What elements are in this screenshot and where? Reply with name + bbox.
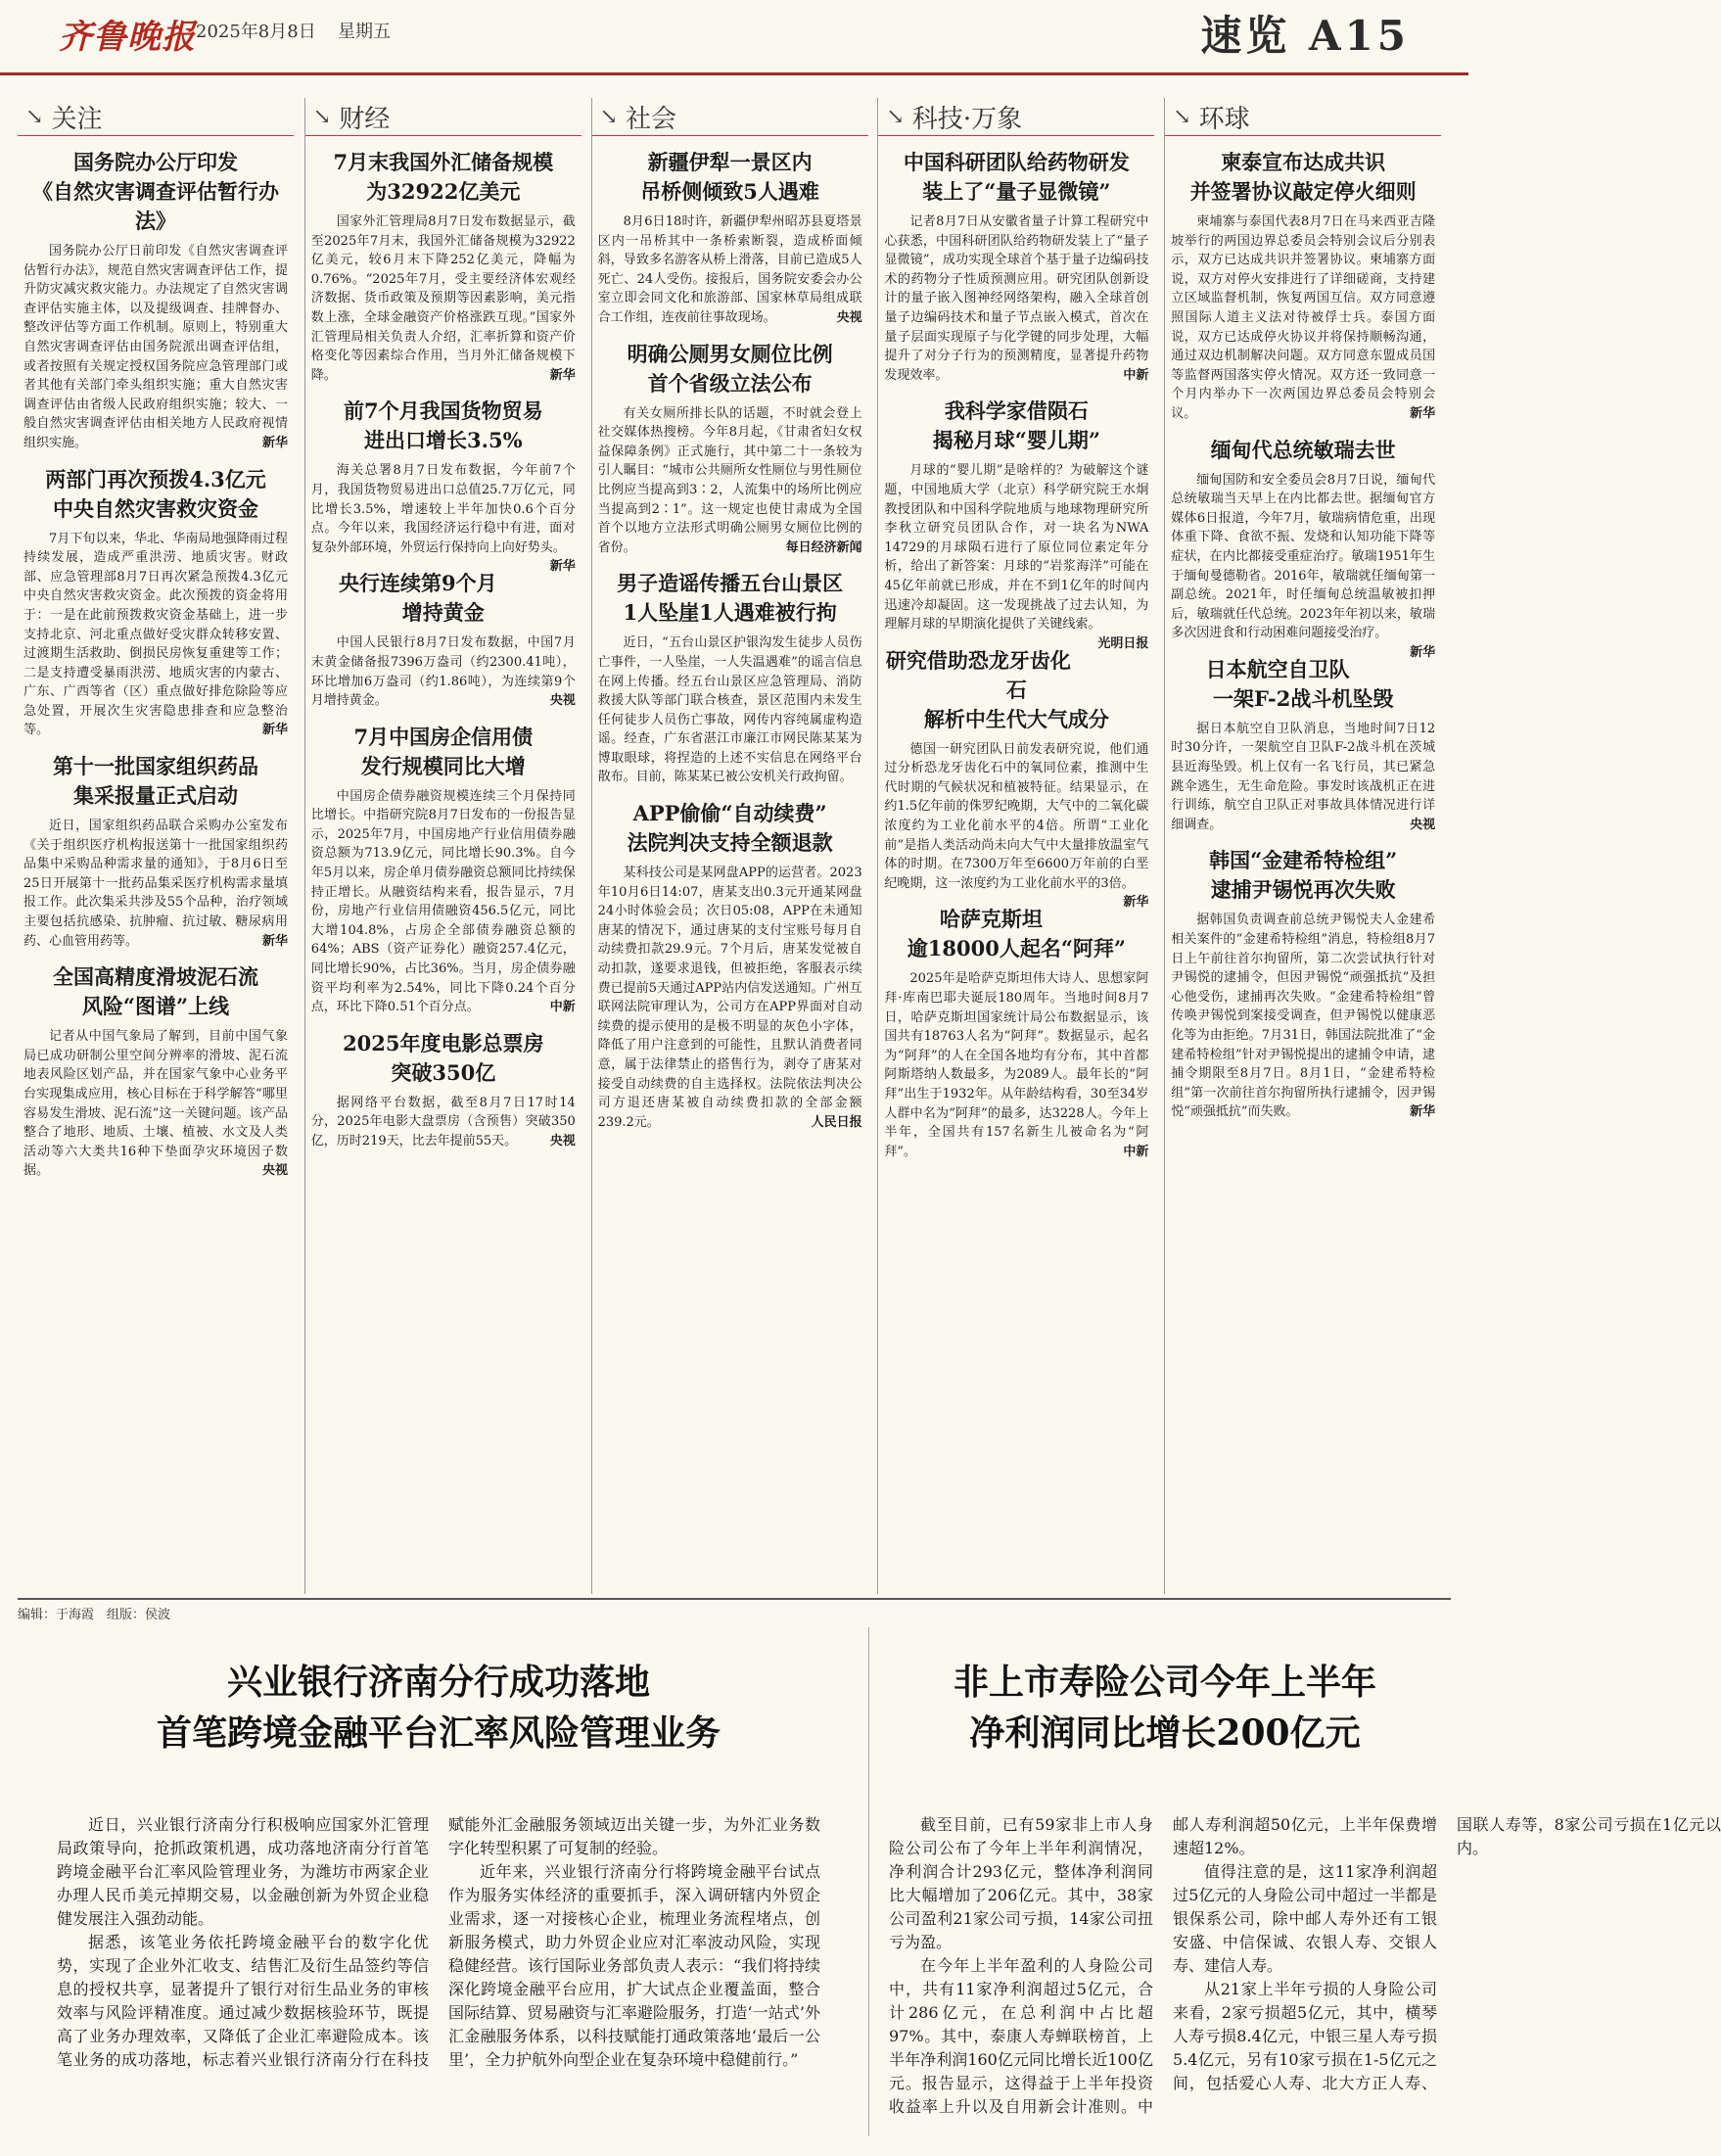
article-body: [598, 212, 862, 328]
news-article: [592, 799, 868, 1132]
article-headline: [23, 752, 288, 811]
arrow-icon: ↘: [312, 104, 332, 129]
article-body: [23, 242, 288, 453]
ad-title-line: 首笔跨境金融平台汇率风险管理业务: [156, 1712, 721, 1754]
article-body: [884, 212, 1148, 385]
news-article: [878, 646, 1154, 911]
column-title: 财经: [339, 104, 391, 134]
article-headline: [23, 465, 288, 524]
headline-line: 2025年度电影总票房: [343, 1030, 544, 1055]
article-headline: [884, 397, 1148, 455]
article-source: 新华: [261, 435, 288, 450]
article-source: 中新: [1123, 367, 1149, 383]
headline-line: 进出口增长3.5%: [364, 428, 523, 453]
news-columns: [18, 98, 1451, 1594]
article-source: 中新: [1123, 1144, 1149, 1159]
ad-paragraph: 从21家上半年亏损的人身险公司来看，2家亏损超5亿元，其中，横琴人寿亏损8.4亿元，中银三星人寿亏损5.4亿元，另有10家亏损在1-5亿元之间，包括爱心人寿、北大方正人寿、国联人寿等，8家公司亏损在1亿元以内。: [1173, 1815, 1721, 2092]
article-headline: [311, 397, 576, 455]
advertorial-insurance-body: [889, 1813, 1721, 2127]
article-text: 月球的“婴儿期”是啥样的？为破解这个谜题，中国地质大学（北京）科学研究院王水炯教授团队和中国科学院地质与地球物理研究所李秋立研究员团队合作，对一块名为NWA 14729的月球陨石进行了原位同位素定年分析，给出了新答案：月球的“岩浆海洋”可能在45亿年前就已形成，并在不到1亿年的时间内迅速冷却凝固。这一发现挑战了过去认知，为理解月球的早期演化提供了关键线索。: [884, 463, 1149, 633]
article-body: [1171, 720, 1435, 835]
editor-credits: 编辑：于海霞 组版：侯波: [18, 1598, 1451, 1627]
article-body: [310, 461, 576, 575]
news-article: [18, 465, 294, 741]
advertorial-bank-title: [18, 1657, 860, 1758]
headline-line: 7月中国房企信用债: [353, 724, 534, 749]
article-source: 新华: [261, 933, 288, 949]
article-source: 新华: [549, 367, 576, 383]
ad-title-line: 非上市寿险公司今年上半年: [953, 1662, 1376, 1703]
article-text: 2025年是哈萨克斯坦伟大诗人、思想家阿拜·库南巴耶夫诞辰180周年。当地时间8月7日，哈萨克斯坦国家统计局公布数据显示，该国共有18763人名为“阿拜”。数据显示，起名为“阿拜”的人在全国各地均有分布，其中首都阿斯塔纳人数最多，为2089人。最年长的“阿拜”出生于1932年。从年龄结构看，30至34岁人群中名为“阿拜”的最多，达3228人。今年上半年，全国共有157名新生儿被命名为“阿拜”。: [884, 971, 1149, 1159]
news-column: [18, 98, 294, 1594]
ad-title-line: 兴业银行济南分行成功落地: [226, 1662, 650, 1703]
article-source: 新华: [549, 559, 576, 575]
issue-weekday: 星期五: [338, 22, 391, 42]
column-header: [305, 98, 581, 136]
article-body: [1171, 911, 1435, 1122]
article-headline: [311, 148, 576, 207]
news-article: [305, 723, 581, 1017]
news-article: [878, 397, 1154, 651]
article-body: [1171, 471, 1436, 660]
article-text: 记者8月7日从安徽省量子计算工程研究中心获悉，中国科研团队给药物研发装上了“量子显微镜”，成功实现全球首个基于量子边编码技术的药物分子性质预测应用。研究团队创新设计的量子嵌入图神经网络架构，融入全球首创量子边编码技术和量子节点嵌入模式，首次在量子层面实现原子与化学键的同步处理，大幅提升了对分子行为的预测精度，显著提升药物发现效率。: [884, 214, 1149, 383]
news-article: [1165, 436, 1441, 660]
article-source: 光明日报: [1097, 635, 1149, 651]
article-body: [884, 969, 1148, 1161]
article-text: 8月6日18时许，新疆伊犁州昭苏县夏塔景区内一吊桥其中一条桥索断裂，造成桥面倾斜，导致多名游客从桥上滑落，目前已造成5人死亡、24人受伤。接报后，国务院安委会办公室立即会同文化和旅游部、国家林草局组成联合工作组，连夜前往事故现场。: [597, 214, 862, 325]
headline-line: 集采报量正式启动: [73, 783, 238, 809]
column-header: [18, 98, 294, 136]
arrow-icon: ↘: [25, 104, 44, 129]
arrow-icon: ↘: [886, 104, 905, 129]
article-headline: [311, 1029, 576, 1088]
headline-line: 突破350亿: [391, 1059, 496, 1085]
headline-line: 研究借助恐龙牙齿化石: [885, 647, 1071, 702]
article-body: [598, 864, 862, 1132]
ad-paragraph: 据悉，该笔业务依托跨境金融平台的数字化优势，实现了企业外汇收支、结售汇及衍生品签约等信息的授权共享，显著提升了银行对衍生品业务的审核效率与风险评精准度。通过减少数据核验环节，既提高了业务办理效率，又降低了企业汇率避险成本。该笔业务的成功落地，标志着兴业银行济南分行在科技赋能外汇金融服务领域迈出关键一步，为外汇业务数字化转型积累了可复制的经验。: [57, 1815, 820, 2069]
headline-line: 韩国“金建希特检组”: [1209, 848, 1398, 873]
headline-line: 解析中生代大气成分: [923, 706, 1109, 731]
article-text: 缅甸国防和安全委员会8月7日说，缅甸代总统敏瑞当天早上在内比都去世。据缅甸官方媒体6日报道，今年7月，敏瑞病情危重，出现体重下降、食欲不振、发烧和认知功能下降等症状，在内比都接受重症治疗。敏瑞1951年生于缅甸曼德勒省。2016年，敏瑞就任缅甸第一副总统。2021年，时任缅甸总统温敏被扣押后，敏瑞就任代总统。2023年年初以来，敏瑞多次因进食和行动困难问题接受治疗。: [1171, 472, 1436, 641]
article-headline: [1171, 148, 1435, 207]
article-source: 央视: [836, 309, 862, 325]
article-source: 新华: [1123, 895, 1149, 911]
ad-paragraph: 近年来，兴业银行济南分行将跨境金融平台试点作为服务实体经济的重要抓手，深入调研辖内外贸企业需求，逐一对接核心企业，梳理业务流程堵点，创新服务模式，助力外贸企业应对汇率波动风险，实现稳健经营。该行国际业务部负责人表示：“我们将持续深化跨境金融平台应用，扩大试点企业覆盖面，整合国际结算、贸易融资与汇率避险服务，打造‘一站式’外汇金融服务体系，以科技赋能打通政策落地‘最后一公里’，全力护航外向型企业在复杂环境中稳健前行。”: [448, 1862, 820, 2069]
article-body: [23, 817, 288, 951]
masthead: [0, 0, 1468, 75]
headline-line: APP偷偷“自动续费”: [632, 801, 827, 826]
headline-line: 《自然灾害调查评估暂行办法》: [32, 179, 279, 233]
article-source: 新华: [261, 723, 288, 738]
headline-line: 央行连续第9个月: [338, 571, 497, 596]
headline-line: 增持黄金: [401, 600, 485, 626]
advertorial-bank: [18, 1627, 860, 2136]
ad-paragraph: 近日，兴业银行济南分行积极响应国家外汇管理局政策导向，抢抓政策机遇，成功落地济南分行首笔跨境金融平台汇率风险管理业务，为潍坊市两家企业办理人民币美元掉期交易，以金融创新为外贸企业稳健发展注入强劲动能。: [57, 1815, 429, 1928]
article-source: 央视: [549, 1134, 576, 1148]
article-body: [598, 633, 862, 787]
article-source: 中新: [549, 1000, 576, 1015]
news-article: [592, 340, 868, 558]
section-page-label: 速览 A15: [1200, 12, 1410, 60]
news-article: [18, 148, 294, 453]
headline-line: 并签署协议敲定停火细则: [1189, 179, 1417, 204]
article-body: [311, 633, 576, 710]
article-body: [23, 530, 288, 741]
headline-line: 1人坠崖1人遇难被行拘: [623, 600, 837, 626]
headline-line: 第十一批国家组织药品: [53, 754, 258, 779]
article-source: 人民日报: [811, 1114, 862, 1130]
column-header: [1165, 98, 1441, 136]
article-body: [884, 461, 1149, 651]
news-article: [305, 1029, 581, 1151]
article-text: 柬埔寨与泰国代表8月7日在马来西亚吉隆坡举行的两国边界总委员会特别会议后分别表示，双方已达成共识并签署协议。柬埔寨方面说，双方对停火安排进行了详细磋商，支持建立区域监督机制，恢复两国互信。双方同意遵照国际人道主义法对待被俘士兵。泰国方面说，双方已达成停火协议并将保持顺畅沟通，通过双边机制解决问题。双方同意东盟成员国等监督两国落实停火情况。双方还一致同意一个月内举办下一次两国边界总委员会特别会议。: [1171, 214, 1436, 421]
article-body: [311, 212, 576, 385]
article-text: 近日，“五台山景区护银沟发生徒步人员伤亡事件，一人坠崖，一人失温遇难”的谣言信息在网上传播。经五台山景区应急管理局、消防救援大队等部门联合核查，景区范围内未发生任何徒步人员伤亡事故，网传内容纯属虚构造谣。经查，广东省湛江市廉江市网民陈某某为博取眼球，将捏造的上述不实信息在网络平台散布。目前，陈某某已被公安机关行政拘留。: [597, 635, 862, 785]
article-text: 记者从中国气象局了解到，目前中国气象局已成功研制公里空间分辨率的滑坡、泥石流地表风险区划产品，并在国家气象中心业务平台实现集成应用，核心目标在于科学解答“哪里容易发生滑坡、泥石流”这一关键问题。该产品整合了地形、地质、土壤、植被、水文及人类活动等六大类共16种下垫面孕灾环境因子数据。: [23, 1029, 288, 1179]
news-article: [305, 148, 581, 385]
headline-line: 明确公厕男女厕位比例: [627, 341, 833, 366]
ad-paragraph: 值得注意的是，这11家净利润超过5亿元的人身险公司中超过一半都是银保系公司，除中邮人寿外还有工银安盛、中信保诚、农银人寿、交银人寿、建信人寿。: [1173, 1862, 1437, 1975]
arrow-icon: ↘: [599, 104, 619, 129]
news-article: [305, 397, 581, 575]
article-source: 新华: [1410, 1104, 1436, 1120]
article-text: 据日本航空自卫队消息，当地时间7日12时30分许，一架航空自卫队F-2战斗机在茨城县近海坠毁。机上仅有一名飞行员，其已紧急跳伞逃生，无生命危险。事发时该战机正在进行训练，航空自卫队正对事故具体情况进行详细调查。: [1171, 721, 1436, 832]
column-header: [878, 98, 1154, 136]
news-article: [18, 962, 294, 1181]
column-header: [592, 98, 868, 136]
headline-line: 哈萨克斯坦: [939, 907, 1043, 932]
article-text: 据网络平台数据，截至8月7日17时14分，2025年电影大盘票房（含预售）突破350亿，历时219天，比去年提前55天。: [310, 1095, 576, 1148]
article-source: 新华: [1410, 405, 1436, 421]
news-article: [1165, 846, 1441, 1122]
headline-line: 首个省级立法公布: [647, 370, 813, 396]
article-text: 海关总署8月7日发布数据，今年前7个月，我国货物贸易进出口总值25.7万亿元，同比增长3.5%，增速较上半年加快0.6个百分点。今年以来，我国经济运行稳中有进，面对复杂外部环境，外贸运行保持向上向好势头。: [310, 463, 576, 555]
headline-line: 缅甸代总统敏瑞去世: [1210, 437, 1396, 462]
article-text: 国家外汇管理局8月7日发布数据显示，截至2025年7月末，我国外汇储备规模为32922亿美元，较6月末下降252亿美元，降幅为0.76%。“2025年7月，受主要经济体宏观经济数据、货币政策及预期等因素影响，美元指数上涨，全球金融资产价格涨跌互现。”国家外汇管理局相关负责人介绍，汇率折算和资产价格变化等因素综合作用，当月外汇储备规模下降。: [310, 214, 576, 383]
headline-line: 新疆伊犁一景区内: [647, 150, 813, 174]
news-article: [1165, 148, 1441, 424]
article-source: 新华: [1410, 644, 1436, 660]
article-text: 中国房企债券融资规模连续三个月保持同比增长。中指研究院8月7日发布的一份报告显示，2025年7月，中国房地产行业信用债券融资总额为713.9亿元，同比增长90.3%。自今年5月以来，房企单月债券融资总额同比持续保持正增长。从融资结构来看，报告显示，7月份，房地产行业信用债融资456.5亿元，同比大增104.8%，占房企全部债券融资总额的64%；ABS（资产证券化）融资257.4亿元，同比增长90%，占比36%。当月，房企债券融资平均利率为2.54%，同比下降0.24个百分点，环比下降0.51个百分点。: [310, 788, 576, 1015]
headline-line: 逾18000人起名“阿拜”: [907, 936, 1126, 961]
article-headline: [884, 148, 1148, 207]
headline-line: 揭秘月球“婴儿期”: [932, 428, 1100, 453]
article-text: 德国一研究团队日前发表研究说，他们通过分析恐龙牙齿化石中的氧同位素，推测中生代时期的气候状况和植被特征。结果显示，在约1.5亿年前的侏罗纪晚期，大气中的二氧化碳浓度约为工业化前水平的4倍。所谓“工业化前”是指人类活动尚未向大气中大量排放温室气体的时期。在7300万年至6600万年前的白垩纪晚期，这一浓度约为工业化前水平的3倍。: [884, 741, 1149, 891]
headline-line: 全国高精度滑坡泥石流: [53, 964, 258, 990]
article-headline: [23, 148, 288, 236]
article-body: [311, 787, 576, 1017]
article-text: 中国人民银行8月7日发布数据，中国7月末黄金储备报7396万盎司（约2300.41吨），环比增加6万盎司（约1.86吨），为连续第9个月增持黄金。: [310, 635, 576, 709]
article-headline: [598, 148, 862, 207]
article-headline: [884, 905, 1148, 963]
article-headline: [1171, 846, 1435, 905]
article-headline: [598, 569, 862, 628]
column-title: 关注: [51, 104, 103, 134]
article-body: [884, 740, 1149, 911]
headline-line: 两部门再次预拨4.3亿元: [45, 466, 266, 492]
headline-line: 一架F-2战斗机坠毁: [1213, 685, 1394, 711]
article-headline: [311, 569, 576, 628]
column-title: 科技·万象: [911, 104, 1023, 134]
news-article: [878, 148, 1154, 385]
article-headline: [1171, 436, 1435, 465]
article-body: [23, 1027, 288, 1181]
headline-line: 装上了“量子显微镜”: [922, 179, 1111, 204]
news-article: [592, 569, 868, 787]
headline-line: 中国科研团队给药物研发: [903, 150, 1130, 174]
article-source: 央视: [1410, 817, 1436, 832]
article-headline: [884, 646, 1148, 734]
advertorial-insurance: [879, 1627, 1721, 2136]
news-article: [18, 752, 294, 951]
article-source: 央视: [549, 693, 576, 709]
article-headline: [311, 723, 576, 781]
news-column: [591, 98, 868, 1594]
advertorial-bank-body: [57, 1813, 820, 2127]
news-article: [1165, 655, 1441, 835]
headline-line: 风险“图谱”上线: [81, 994, 230, 1019]
headline-line: 柬泰宣布达成共识: [1221, 150, 1386, 174]
arrow-icon: ↘: [1173, 104, 1191, 129]
article-headline: [598, 340, 862, 398]
news-column: [1164, 98, 1441, 1594]
article-text: 近日，国家组织药品联合采购办公室发布《关于组织医疗机构报送第十一批国家组织药品集中采购品种需求量的通知》，于8月6日至25日开展第十一批药品集采医疗机构需求量填报工作。此次集采共涉及55个品种，治疗领域主要包括抗感染、抗肿瘤、抗过敏、糖尿病用药、心血管用药等。: [23, 819, 288, 949]
article-text: 某科技公司是某网盘APP的运营者。2023年10月6日14:07，唐某支出0.3元开通某网盘24小时体验会员；次日05:08，APP在未通知唐某的情况下，通过唐某的支付宝账号每月自动续费扣款29.9元。7个月后，唐某发觉被自动扣款，遂要求退钱，但被拒绝，客服表示续费已提前5天通过APP站内信发送通知。广州互联网法院审理认为，公司方在APP界面对自动续费的提示使用的是极不明显的灰色小字体，降低了用户注意到的可能性，且默认消费者同意，属于法律禁止的搭售行为，剥夺了唐某对接受自动续费的自主选择权。法院依法判决公司方退还唐某被自动续费扣款的全部金额239.2元。: [597, 866, 862, 1130]
article-source: 央视: [261, 1163, 288, 1179]
headline-line: 吊桥侧倾致5人遇难: [640, 179, 819, 204]
column-title: 社会: [626, 104, 677, 134]
headline-line: 中央自然灾害救灾资金: [53, 495, 258, 521]
advertorial-area: [18, 1627, 1721, 2136]
article-text: 据韩国负责调查前总统尹锡悦夫人金建希相关案件的“金建希特检组”消息，特检组8月7日上午前往首尔拘留所，第二次尝试执行针对尹锡悦的逮捕令，但因尹锡悦“顽强抵抗”及担心他受伤，逮捕再次失败。“金建希特检组”曾传唤尹锡悦到案接受调查，但尹锡悦以健康恶化等为由拒绝。7月31日，韩国法院批准了“金建希特检组”针对尹锡悦提出的逮捕令申请，逮捕令期限至8月7日。8月1日，“金建希特检组”第一次前往首尔拘留所执行逮捕令，因尹锡悦“顽强抵抗”而失败。: [1171, 913, 1436, 1120]
article-text: 7月下旬以来，华北、华南局地强降雨过程持续发展，造成严重洪涝、地质灾害。财政部、应急管理部8月7日再次紧急预拨4.3亿元中央自然灾害救灾资金。此次预拨的资金将用于：一是在此前预拨救灾资金基础上，进一步支持北京、河北重点做好受灾群众转移安置、过渡期生活救助、倒损民房恢复重建等工作；二是支持遭受暴雨洪涝、地质灾害的内蒙古、广东、广西等省（区）重点做好排危除险等应急处置，开展次生灾害隐患排查和应急整治等。: [23, 531, 288, 738]
ad-divider: [868, 1627, 869, 2136]
ad-paragraph: 在今年上半年盈利的人身险公司中，共有11家净利润超过5亿元，合计286亿元，在总利润中占比超97%。其中，泰康人寿蝉联榜首，上半年净利润160亿元同比增长近100亿元。报告显示，这得益于上半年投资收益率上升以及自用新会计准则。中邮人寿利润超50亿元，上半年保费增速超12%。: [889, 1815, 1437, 2116]
headline-line: 法院判决支持全额退款: [627, 830, 833, 856]
article-text: 国务院办公厅日前印发《自然灾害调查评估暂行办法》，规范自然灾害调查评估工作，提升防灾减灾救灾能力。办法规定了自然灾害调查评估实施主体，以及提级调查、挂牌督办、整改评估等方面工作机制。原则上，特别重大自然灾害调查评估由国务院派出调查评估组，或者按照有关规定授权国务院应急管理部门或者其他有关部门牵头组织实施；重大自然灾害调查评估由省级人民政府组织实施；较大、一般自然灾害调查评估由相关地方人民政府视情组织实施。: [23, 244, 288, 450]
headline-line: 7月末我国外汇储备规模: [333, 150, 554, 174]
news-article: [878, 905, 1154, 1161]
article-source: 每日经济新闻: [785, 539, 862, 555]
ad-title-line: 净利润同比增长200亿元: [969, 1712, 1361, 1754]
article-headline: [1171, 655, 1435, 714]
article-body: [598, 404, 862, 558]
headline-line: 日本航空自卫队: [1205, 656, 1350, 681]
article-body: [1171, 212, 1435, 424]
news-article: [305, 569, 581, 710]
headline-line: 国务院办公厅印发: [73, 150, 238, 174]
news-article: [592, 148, 868, 328]
column-title: 环球: [1198, 104, 1250, 134]
headline-line: 男子造谣传播五台山景区: [617, 571, 844, 596]
news-column: [877, 98, 1154, 1594]
article-body: [311, 1094, 576, 1151]
newspaper-logo: 齐鲁晚报: [59, 18, 196, 57]
headline-line: 前7个月我国货物贸易: [343, 398, 543, 424]
article-headline: [23, 962, 288, 1021]
article-headline: [598, 799, 862, 858]
issue-date: 2025年8月8日: [196, 22, 316, 42]
advertorial-insurance-title: [879, 1657, 1451, 1758]
headline-line: 逮捕尹锡悦再次失败: [1210, 877, 1396, 903]
headline-line: 为32922亿美元: [366, 179, 521, 204]
headline-line: 发行规模同比大增: [360, 753, 526, 778]
headline-line: 我科学家借陨石: [944, 398, 1089, 424]
article-text: 有关女厕所排长队的话题，不时就会登上社交媒体热搜榜。今年8月起，《甘肃省妇女权益保障条例》正式施行，其中第二十一条较为引人瞩目：“城市公共厕所女性厕位与男性厕位比例应当提高到3∶2，人流集中的场所比例应当提高到2∶1”。这一规定也使甘肃成为全国首个以地方立法形式明确公厕男女厕位比例的省份。: [597, 405, 862, 555]
ad-paragraph: 截至目前，已有59家非上市人身险公司公布了今年上半年利润情况，净利润合计293亿元，整体净利润同比大幅增加了206亿元。其中，38家公司盈利21家公司亏损，14家公司扭亏为盈。: [889, 1815, 1153, 1951]
news-column: [304, 98, 581, 1594]
